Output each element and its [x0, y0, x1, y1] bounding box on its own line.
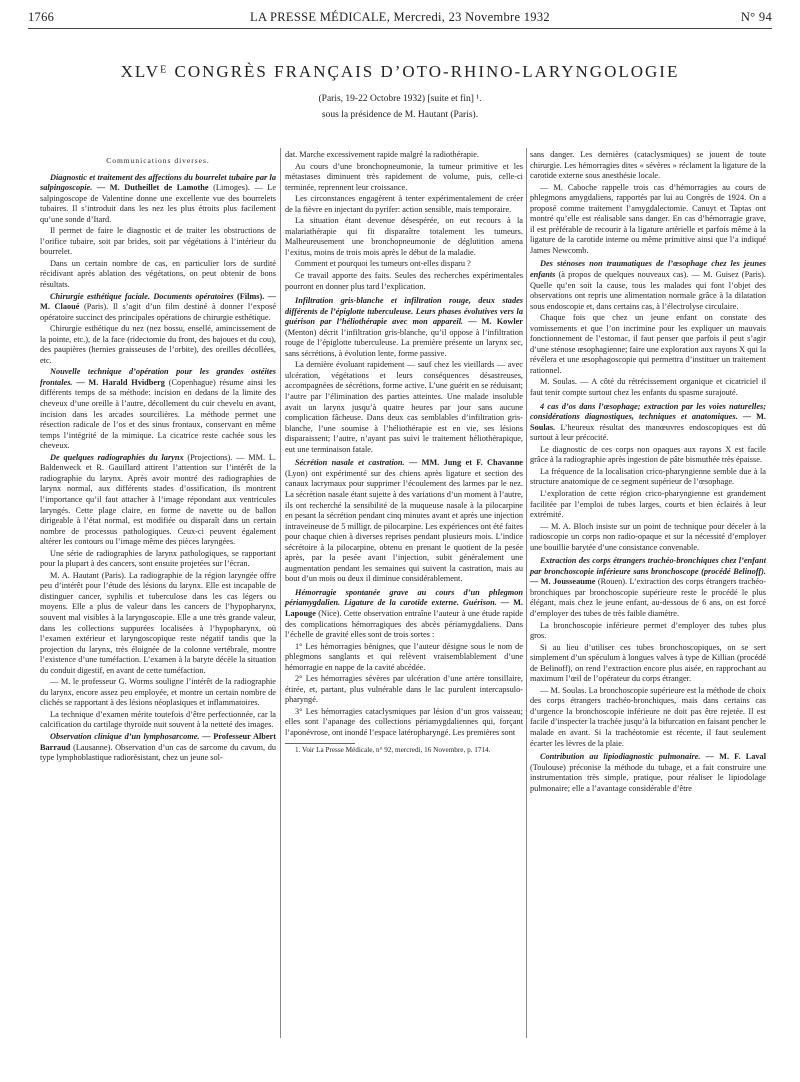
article-author: — M. Kowler	[468, 317, 523, 327]
article-paragraph: M. A. Hautant (Paris). La radiographie de la région laryngée offre peu d’intérêt pour l’étude des lésions du larynx. Elle est incapable de distinguer cancer, syphilis et tuberculose dans les cas légers ou moyens. Elle a plus de valeur dans les cancers de l’hypopharynx, souvent mal visibles à la laryngoscopie. Elle a une très grande valeur, dans les collections suppurées localisées à l’hypopharynx, où l’examen extérieur et laryngoscopique reste négatif tandis que la projection du larynx, très éloignée de la colonne vertébrale, montre l’existence d’une tuméfaction. L’examen à la baryte décèle la situation du conduit digestif, en avant de cette tuméfaction.	[40, 570, 276, 675]
column-3	[530, 150, 766, 795]
article-author: — M. Dutheillet de Lamothe	[96, 183, 209, 193]
column-1	[40, 156, 276, 765]
article-paragraph: Une série de radiographies de larynx pathologiques, se rapportant pour la plupart à des cancers, sont ensuite projetées sur l’écran.	[40, 548, 276, 569]
article-paragraph: Comment et pourquoi les tumeurs ont-elles disparu ?	[295, 259, 471, 269]
article-paragraph: 1° Les hémorragies bénignes, que l’auteur désigne sous le nom de phlegmons sanglants et qui relèvent vraisemblablement d’une hémorragie en nappe de la cavité abcédée.	[285, 641, 523, 672]
article-author: — M. Jousseaume	[530, 577, 596, 587]
article-paragraph: Nouvelle technique d’opération pour les grandes ostéites frontales. — M. Harald Hvidberg (Copenhague) résume ainsi les différents temps de sa méthode: incision en dedans de la limite des cheveux d’une oreille à l’autre, décollement du cuir chevelu en avant, incision dans les arcades sourcilières. La méthode permet une résection radicale de l’os et des sinus frontaux, conservant en même temps l’intégrité de la mimique. La cicatrice reste cachée sous les cheveux.	[40, 367, 277, 451]
article-paragraph: 3° Les hémorragies cataclysmiques par lésion d’un gros vaisseau; elles sont l’apanage des collections périamygdaliennes qui, forçant l’aponévrose, ont inondé l’espace latéropharyngé. Les premières sont	[285, 706, 523, 737]
article-paragraph: Chirurgie esthétique du nez (nez bossu, ensellé, amincissement de la pointe, etc.), de la face (ridectomie du front, des bajoues et du cou), des paupières (hernies graisseuses de l’orbite), des oreilles décollées, etc.	[40, 324, 276, 365]
article-paragraph: L’exploration de cette région crico-pharyngienne est grandement facilitée par l’emploi de tubes larges, courts et bien éclairés à leur extrémité.	[530, 488, 766, 520]
article-title: Observation clinique d’un lymphosarcome.	[50, 731, 200, 741]
header-rule	[28, 28, 772, 29]
article-paragraph: Diagnostic et traitement des affections du bourrelet tubaire par la salpingoscopie. — M. Dutheillet de Lamothe (Limoges). — Le salpingoscope de Valentine donne une excellente vue des bourrelets tubaires. Il s’introduit dans les nez les plus étroits plus facilement qu’une sonde d’Itard.	[40, 172, 277, 224]
article-paragraph: Extraction des corps étrangers trachéo-bronchiques chez l’enfant par bronchoscopie inférieure sans bronchoscope (procédé Belinoff). — M. Jousseaume (Rouen). L’extraction des corps étrangers trachéo-bronchiques par bronchoscopie supérieure reste le procédé le plus élégant, mais chez le jeune enfant, au-dessous de 6 ans, on est forcé d’employer des tubes de très faible diamètre.	[530, 556, 767, 618]
congress-title: XLVᴱ CONGRÈS FRANÇAIS D’OTO-RHINO-LARYNGOLOGIE	[120, 62, 680, 81]
article-author: — M. F. Laval	[705, 752, 767, 762]
running-header	[28, 6, 772, 28]
article-title: Infiltration gris-blanche et infiltration rouge, deux stades différents de l’épiglotte tuberculeuse. Leurs phases évolutives vers la guérison par l’héliothérapie avec mon appareil.	[285, 296, 523, 327]
issue-number: N° 94	[740, 10, 772, 24]
column-divider	[280, 148, 281, 1038]
article-paragraph: Hémorragie spontanée grave au cours d’un phlegmon périamygdalien. Ligature de la carotide externe. Guérison. — M. Lapouge (Nice). Cette observation entraîne l’auteur à une étude rapide des complications hémorragiques des abcès périamygdaliens. Dans l’échelle de gravité elles sont de trois sortes :	[285, 587, 523, 640]
article-title: Contribution au lipiodiagnostic pulmonaire.	[540, 752, 701, 762]
article-paragraph: sans danger. Les dernières (cataclysmiques) se jouent de toute chirurgie. Les hémorragies dites « sévères » réclament la ligature de la carotide externe sous anesthésie locale.	[530, 150, 766, 181]
article-title: Sécrétion nasale et castration.	[295, 458, 405, 468]
congress-dates: (Paris, 19-22 Octobre 1932) [suite et fin] ¹.	[318, 94, 482, 104]
congress-president: sous la présidence de M. Hautant (Paris).	[321, 110, 479, 120]
article-title: Hémorragie spontanée grave au cours d’un phlegmon périamygdalien. Ligature de la carotide externe. Guérison.	[285, 587, 523, 608]
article-title: 4 cas d’os dans l’œsophage; extraction par les voies naturelles; considérations diagnostiques, techniques et anatomiques.	[530, 401, 766, 422]
article-paragraph: Les circonstances engagèrent à tenter expérimentalement de créer de la fièvre en injectant du pyrifer: action sensible, mais temporaire.	[285, 194, 523, 214]
article-title: Nouvelle technique d’opération pour les grandes ostéites frontales.	[40, 367, 276, 387]
article-paragraph: La dernière évoluant rapidement — sauf chez les vieillards — avec ulcération, végétations et leurs conséquences désastreuses, accompagnées de sécrétions, forme active. L’une guérit en se réduisant; l’autre par l’élimination des parties atteintes. Une malade insoluble avait un larynx jusqu’à quatre heures par jour sans aucune complication fâcheuse. Dans deux cas semblables d’infiltration gris-blanche, l’une soumise à l’héliothérapie est en vie, ses lésions disparaissent; l’autre, n’ayant pas suivi le traitement héliothérapique, eut une terminaison fatale.	[285, 360, 523, 454]
section-label: Communications diverses.	[106, 156, 210, 165]
article-paragraph: — M. le professeur G. Worms souligne l’intérêt de la radiographie du larynx, encore assez peu employée, et montre un certain nombre de clichés se rapportant à des lésions néoplasiques et inflammatoires.	[40, 677, 276, 708]
article-title: Extraction des corps étrangers trachéo-bronchiques chez l’enfant par bronchoscopie inférieure sans bronchoscope (procédé Belinoff).	[530, 556, 766, 576]
article-paragraph: Le diagnostic de ces corps non opaques aux rayons X est facile grâce à la radiographie après ingestion de pâte bismuthée très épaisse.	[530, 444, 766, 465]
article-paragraph: Chirurgie esthétique faciale. Documents opératoires (Films). — M. Claoué (Paris). Il s’agit d’un film destiné à donner l’exposé opératoire succinct des principales opérations de chirurgie esthétique.	[40, 291, 277, 322]
page-number: 1766	[28, 10, 55, 24]
column-divider	[526, 148, 527, 1038]
article-title: Diagnostic et traitement des affections du bourrelet tubaire par la salpingoscopie.	[40, 172, 276, 193]
footnote-rule	[285, 743, 355, 744]
article-paragraph: Au cours d’une bronchopneumonie, la tumeur primitive et les métastases diminuent très rapidement de volume, puis, celle-ci terminée, reprennent leur croissance.	[285, 161, 523, 192]
article-paragraph: La bronchoscopie inférieure permet d’employer des tubes plus gros.	[530, 620, 766, 641]
article-paragraph: Ce travail apporte des faits. Seules des recherches expérimentales pourront en donner plus tard l’explication.	[285, 271, 523, 291]
article-paragraph: Infiltration gris-blanche et infiltration rouge, deux stades différents de l’épiglotte tuberculeuse. Leurs phases évolutives vers la guérison par l’héliothérapie avec mon appareil. — M. Kowler (Menton) décrit l’infiltration gris-blanche, qu’il oppose à l’infiltration rouge de l’épiglotte tuberculeuse. La première présente un larynx sec, sans sécrétions, à évolution lente, forme passive.	[285, 296, 523, 358]
article-author: — M. Harald Hvidberg	[76, 377, 165, 387]
article-paragraph: Sécrétion nasale et castration. — MM. Jung et F. Chavanne (Lyon) ont expérimenté sur des chiens après ligature et section des canaux lacrymaux pour supprimer l’écoulement des larmes par le nez. La sécrétion nasale étant sujette à des variations d’un moment à l’autre, ils ont recherché la sensibilité de la muqueuse nasale à la pilocarpine en pesant la sécrétion pendant cinq minutes avant et après une injection intraveineuse de 5 milligr. de pilocarpine. Les expériences ont été faites pour chaque chien à diverses reprises pendant plusieurs mois. L’indice sécrétoire à la pilocarpine, obtenu en prenant le quotient de la pesée après, par la pesée avant l’injection, subit généralement une augmentation pendant les semaines qui suivent la castration, mais au bout d’un mois ou deux il diminue considérablement.	[285, 458, 523, 584]
article-paragraph: Des sténoses non traumatiques de l’œsophage chez les jeunes enfants (à propos de quelques nouveaux cas). — M. Guisez (Paris). Quelle qu’en soit la cause, tous les malades qui font l’objet des observations ont repris une alimentation normale grâce à la dilatation sous endoscopie et, dans certains cas, à l’électrolyse circulaire.	[530, 259, 766, 311]
article-paragraph: dat. Marche excessivement rapide malgré la radiothérapie.	[285, 150, 479, 159]
article-paragraph: Observation clinique d’un lymphosarcome. — Professeur Albert Barraud (Lausanne). Observation d’un cas de sarcome du cavum, du type lymphoblastique radiorésistant, chez un jeune sol-	[40, 731, 276, 763]
column-2	[285, 150, 523, 756]
article-paragraph: Dans un certain nombre de cas, en particulier lors de surdité récidivant après ablation des végétations, on peut obtenir de bons résultats.	[40, 258, 276, 290]
article-paragraph: Chaque fois que chez un jeune enfant on constate des vomissements et que l’on incrimine pour les expliquer un mauvais fonctionnement de l’estomac, il faut penser que parfois il peut s’agir d’une sténose œsophagienne; faire une exploration aux rayons X qui la révélera et une œsophagoscopie qui permettra d’instituer un traitement rationnel.	[530, 313, 766, 375]
article-paragraph: Si au lieu d’utiliser ces tubes bronchoscopiques, on se sert simplement d’un spéculum à longues valves à type de Killian (procédé de Belinoff), on rend l’extraction encore plus aisée, en rapprochant au maximum l’œil de l’opérateur du corps étranger.	[530, 642, 766, 684]
article-author: — Professeur Albert Barraud	[40, 731, 276, 752]
journal-line: LA PRESSE MÉDICALE, Mercredi, 23 Novembre 1932	[250, 10, 550, 24]
article-title: Des sténoses non traumatiques de l’œsophage chez les jeunes enfants	[530, 259, 766, 280]
article-paragraph: M. Soulas. — A côté du rétrécissement organique et cicatriciel il faut tenir compte surtout chez les enfants du spasme surajouté.	[530, 377, 766, 398]
article-paragraph: Contribution au lipiodiagnostic pulmonaire. — M. F. Laval (Toulouse) préconise la méthode du tubage, et a fait construire une instrumentation très simple, pratique, pour réaliser le lipiodolage pulmonaire; elle a l’avantage considérable d’être	[530, 752, 767, 793]
article-paragraph: La technique d’examen mérite toutefois d’être perfectionnée, car la calcification du cartilage thyroïde nuit souvent à la netteté des images.	[40, 709, 276, 730]
article-author: — M. Soulas.	[530, 412, 766, 432]
article-paragraph: — M. Caboche rappelle trois cas d’hémorragies au cours de phlegmons amygdaliens, rapportés par lui au Congrès de 1924. On a proposé comme traitement l’amygdalectomie. Canuyt et Taptas ont montré qu’elle est réalisable sans danger. En cas d’hémorragie grave, il est préférable de recourir à la ligature artérielle et parfois même à la ligature de la carotide interne ou même primitive ainsi que l’a indiqué James Newcomb.	[530, 182, 766, 255]
article-paragraph: La fréquence de la localisation crico-pharyngienne semble due à la structure anatomique de ce segment supérieur de l’œsophage.	[530, 466, 766, 487]
article-paragraph: La situation étant devenue désespérée, on eut recours à la malariathérapie qui fit disparaître totalement les tumeurs. Malheureusement une bronchopneumonie de déglutition amena l’exitus, moins de trois mois après le début de la maladie.	[285, 216, 523, 257]
article-paragraph: 4 cas d’os dans l’œsophage; extraction par les voies naturelles; considérations diagnostiques, techniques et anatomiques. — M. Soulas. L’heureux résultat des manœuvres endoscopiques est dû surtout à leur précocité.	[530, 401, 767, 443]
article-author: (à propos de quelques nouveaux cas). — M. Guisez (Paris).	[558, 270, 766, 280]
article-title: Chirurgie esthétique faciale. Documents opératoires	[50, 291, 234, 301]
article-author: — MM. Jung et F. Chavanne	[408, 458, 523, 468]
article-paragraph: De quelques radiographies du larynx (Projections). — MM. L. Baldenweck et R. Gauillard attirent l’attention sur l’intérêt de la radiographie du larynx. Après avoir montré des radiographies de larynx normal, aux différents stades d’ossification, ils montrent l’importance qu’il faut attacher à l’image répondant aux ventricules laryngés. Cette plage claire, en forme de navette ou de ballon dirigeable à l’état normal, est modifiée ou disparaît dans un certain nombre de processus pathologiques. Ceux-ci peuvent également altérer les contours ou l’image même des pièces laryngées.	[40, 452, 276, 547]
article-author: (Projections). — MM. L. Baldenweck et R. Gauillard attirent l’attention sur l’intérêt de la radiographie du larynx.	[40, 452, 276, 483]
article-paragraph: 2° Les hémorragies sévères par ulcération d’une artère tonsillaire, étirée, et, partant, plus vulnérable dans le lac purulent intercapsulo-pharyngé.	[285, 674, 523, 705]
article-author: (Films). — M. Claoué	[40, 291, 276, 312]
footnote: 1. Voir La Presse Médicale, n° 92, mercredi, 16 Novembre, p. 1714.	[295, 745, 491, 754]
article-paragraph: Il permet de faire le diagnostic et de traiter les obstructions de l’orifice tubaire, soit par brides, soit par végétations à l’intérieur du bourrelet.	[40, 226, 276, 257]
article-title: De quelques radiographies du larynx	[50, 452, 184, 462]
article-paragraph: — M. A. Bloch insiste sur un point de technique pour déceler à la radioscopie un corps non radio-opaque et sur la nécessité d’employer une bouillie barytée d’une consistance convenable.	[530, 521, 766, 552]
article-author: — M. Lapouge	[285, 598, 523, 618]
article-paragraph: — M. Soulas. La bronchoscopie supérieure est la méthode de choix des corps étrangers trachéo-bronchiques, mais dans certains cas d’urgence la bronchoscopie inférieure ne doit pas être rejetée. Il est facile d’inspecter la trachée jusqu’à la bifurcation en faisant pencher le malade en avant. Si la trachéotomie est récente, il faut seulement écarter les lèvres de la plaie.	[530, 685, 766, 748]
